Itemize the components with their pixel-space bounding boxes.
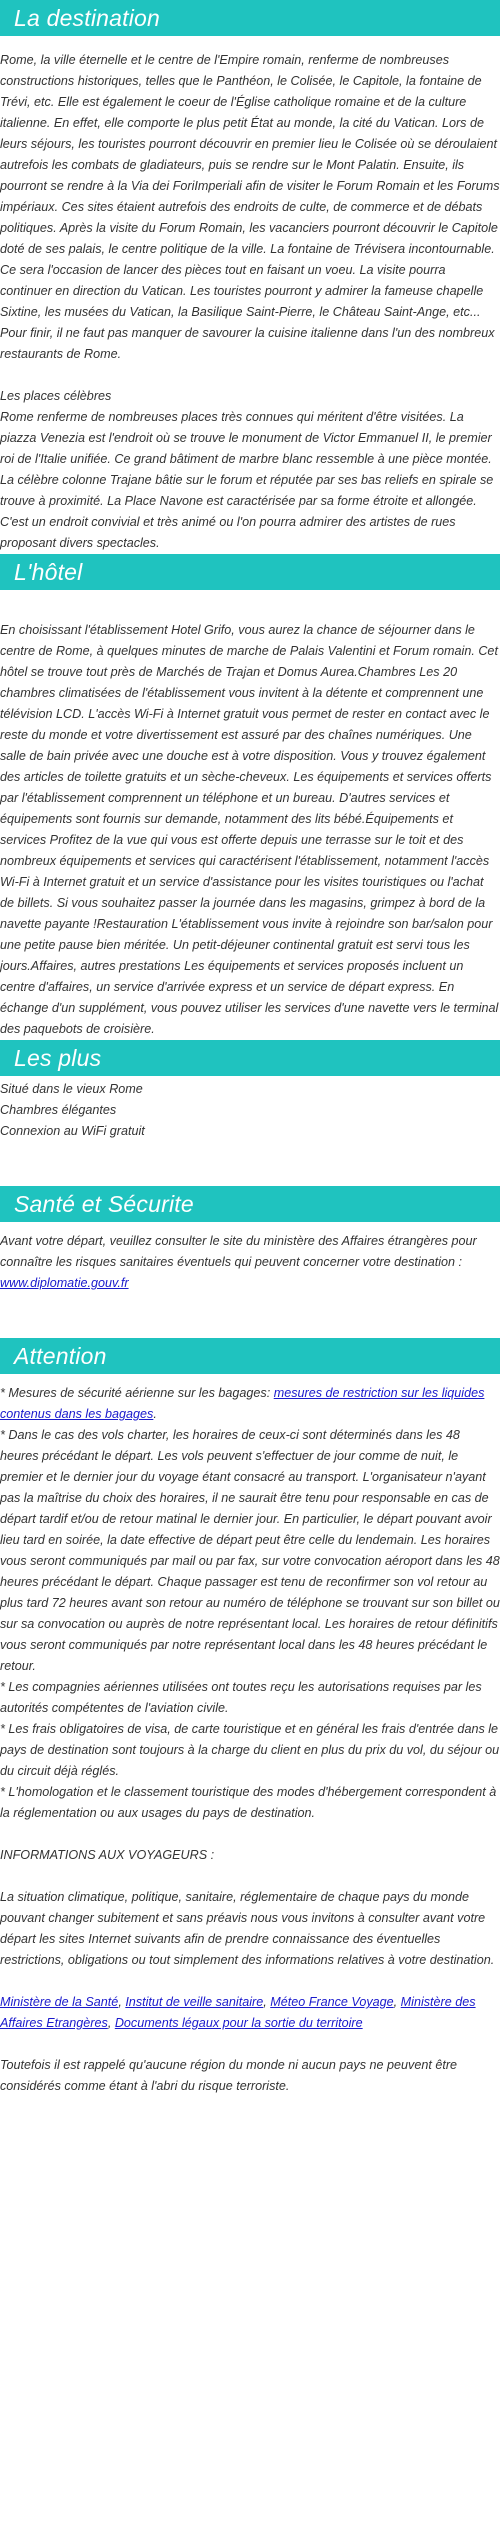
attention-section <box>0 1374 500 2097</box>
attention-luggage-text: * Mesures de sécurité aérienne sur les bagages: <box>0 1386 274 1400</box>
section-title: La destination <box>14 5 161 31</box>
section-header-sante <box>0 1186 500 1222</box>
places-heading: Les places célèbres <box>0 389 112 403</box>
meteo-france-link[interactable]: Méteo France Voyage <box>270 1995 394 2009</box>
veille-sanitaire-link[interactable]: Institut de veille sanitaire <box>125 1995 264 2009</box>
attention-visa: * Les frais obligatoires de visa, de carte touristique et en général les frais d'entrée dans le pays de destination sont toujours à la charge du client en plus du prix du vol, du séjour ou du circuit déjà réglés. <box>0 1722 500 1778</box>
attention-luggage <box>0 1383 500 1425</box>
info-heading: INFORMATIONS AUX VOYAGEURS : <box>0 1848 215 1862</box>
section-title: Attention <box>14 1343 107 1369</box>
section-header-attention <box>0 1338 500 1374</box>
sante-ministry-link[interactable]: Ministère de la Santé <box>0 1995 119 2009</box>
info-links: Ministère de la Santé, Institut de veille sanitaire, Méteo France Voyage, Ministère des Affaires Etrangères, Documents légaux pour la sortie du territoire <box>0 1995 476 2030</box>
documents-legaux-link[interactable]: Documents légaux pour la sortie du territoire <box>114 2016 363 2030</box>
section-header-destination <box>0 0 500 36</box>
affaires-etrangeres-link[interactable]: Ministère des Affaires Etrangères <box>0 1995 476 2030</box>
sante-text <box>0 1231 500 1294</box>
hotel-section <box>0 590 500 1040</box>
diplomatie-link[interactable]: www.diplomatie.gouv.fr <box>0 1276 129 1290</box>
sante-text-before: Avant votre départ, veuillez consulter le site du ministère des Affaires étrangères pour connaître les risques sanitaires éventuels qui peuvent concerner votre destination : <box>0 1234 477 1269</box>
info-text: La situation climatique, politique, sanitaire, réglementaire de chaque pays du monde pouvant changer subitement et sans préavis nous vous invitons à consulter avant votre départ les sites Internet suivants afin de prendre connaissance des éventuelles restrictions, obligations ou tout simplement des informations relatives à votre destination. <box>0 1890 495 1967</box>
destination-section <box>0 36 500 554</box>
plus-item: Situé dans le vieux Rome <box>0 1082 143 1096</box>
section-title: Les plus <box>14 1045 102 1071</box>
sante-section <box>0 1222 500 1338</box>
plus-section <box>0 1076 500 1186</box>
destination-intro: Rome, la ville éternelle et le centre de l'Empire romain, renferme de nombreuses constructions historiques, telles que le Panthéon, le Colisée, le Capitole, la fontaine de Trévi, etc. Elle est également le coeur de l'Église catholique romaine et de la culture italienne. En effet, elle comporte le plus petit État au monde, la cité du Vatican. Lors de leurs séjours, les touristes pourront découvrir en premier lieu le Colisée où se déroulaient autrefois les combats de gladiateurs, puis se rendre sur le Mont Palatin. Ensuite, ils pourront se rendre à la Via dei ForiImperiali afin de visiter le Forum Romain et les Forums impériaux. Ces sites étaient autrefois des endroits de culte, de commerce et de débats politiques. Après la visite du Forum Romain, les vacanciers pourront découvrir le Capitole doté de ses palais, le centre politique de la ville. La fontaine de Trévisera incontournable. Ce sera l'occasion de lancer des pièces tout en faisant un voeu. La visite pourra continuer en direction du Vatican. Les touristes pourront y admirer la fameuse chapelle Sixtine, les musées du Vatican, la Basilique Saint-Pierre, le Château Saint-Ange, etc... Pour finir, il ne faut pas manquer de savourer la cuisine italienne dans l'un des nombreux restaurants de Rome. <box>0 53 500 361</box>
places-text: Rome renferme de nombreuses places très connues qui méritent d'être visitées. La piazza Venezia est l'endroit où se trouve le monument de Victor Emmanuel II, le premier roi de l'Italie unifiée. Ce grand bâtiment de marbre blanc ressemble à une pièce montée. La célèbre colonne Trajane bâtie sur le forum et réputée par ses bas reliefs en spirale se trouve à proximité. La Place Navone est caractérisée par sa forme étroite et allongée. C'est un endroit convivial et très animé ou l'on pourra admirer des artistes de rues proposant divers spectacles. <box>0 410 494 550</box>
attention-airlines: * Les compagnies aériennes utilisées ont toutes reçu les autorisations requises par les autorités compétentes de l'aviation civile. <box>0 1680 482 1715</box>
attention-homologation: * L'homologation et le classement touristique des modes d'hébergement correspondent à la réglementation ou aux usages du pays de destination. <box>0 1785 497 1820</box>
terrorism-notice: Toutefois il est rappelé qu'aucune région du monde ni aucun pays ne peuvent être considérés comme étant à l'abri du risque terroriste. <box>0 2058 458 2093</box>
section-header-plus <box>0 1040 500 1076</box>
plus-item: Chambres élégantes <box>0 1103 117 1117</box>
attention-charter: * Dans le cas des vols charter, les horaires de ceux-ci sont déterminés dans les 48 heures précédant le départ. Les vols peuvent s'effectuer de jour comme de nuit, le premier et le dernier jour du voyage étant consacré au transport. L'organisateur n'ayant pas la maîtrise du choix des horaires, il ne saurait être tenu pour responsable en cas de départ tardif et/ou de retour matinal le dernier jour. En particulier, le départ pouvant avoir lieu tard en soirée, la date effective de départ peut être celle du lendemain. Les horaires vous seront communiqués par mail ou par fax, sur votre convocation aéroport dans les 48 heures précédant le départ. Chaque passager est tenu de reconfirmer son vol retour au plus tard 72 heures avant son retour au numéro de téléphone se trouvant sur son billet ou sur sa convocation ou auprès de notre représentant local. Les horaires de retour définitifs vous seront communiqués par notre représentant local dans les 48 heures précédant le retour. <box>0 1428 500 1673</box>
hotel-text: En choisissant l'établissement Hotel Grifo, vous aurez la chance de séjourner dans le centre de Rome, à quelques minutes de marche de Palais Valentini et Forum romain. Cet hôtel se trouve tout près de Marchés de Trajan et Domus Aurea.Chambres Les 20 chambres climatisées de l'établissement vous invitent à la détente et comprennent une télévision LCD. L'accès Wi-Fi à Internet gratuit vous permet de rester en contact avec le reste du monde et votre divertissement est assuré par des chaînes numériques. Une salle de bain privée avec une douche est à votre disposition. Vous y trouvez également des articles de toilette gratuits et un sèche-cheveux. Les équipements et services offerts par l'établissement comprennent un téléphone et un bureau. D'autres services et équipements sont fournis sur demande, notamment des lits bébé.Équipements et services Profitez de la vue qui vous est offerte depuis une terrasse sur le toit et des nombreux équipements et services qui caractérisent l'établissement, notamment l'accès Wi-Fi à Internet gratuit et un service d'assistance pour les visites touristiques ou l'achat de billets. Si vous souhaitez passer la journée dans les magasins, grimpez à bord de la navette payante !Restauration L'établissement vous invite à rejoindre son bar/salon pour une petite pause bien méritée. Un petit-déjeuner continental gratuit est servi tous les jours.Affaires, autres prestations Les équipements et services proposés incluent un centre d'affaires, un service d'arrivée express et un service de départ express. En échange d'un supplément, vous pouvez utiliser les services d'une navette vers le terminal des paquebots de croisière. <box>0 623 499 1036</box>
attention-luggage-end: . <box>153 1407 157 1421</box>
section-header-hotel <box>0 554 500 590</box>
liquids-restriction-link[interactable]: mesures de restriction sur les liquides contenus dans les bagages <box>0 1386 485 1421</box>
section-title: Santé et Sécurite <box>14 1191 194 1217</box>
section-title: L'hôtel <box>14 559 83 585</box>
plus-item: Connexion au WiFi gratuit <box>0 1124 145 1138</box>
